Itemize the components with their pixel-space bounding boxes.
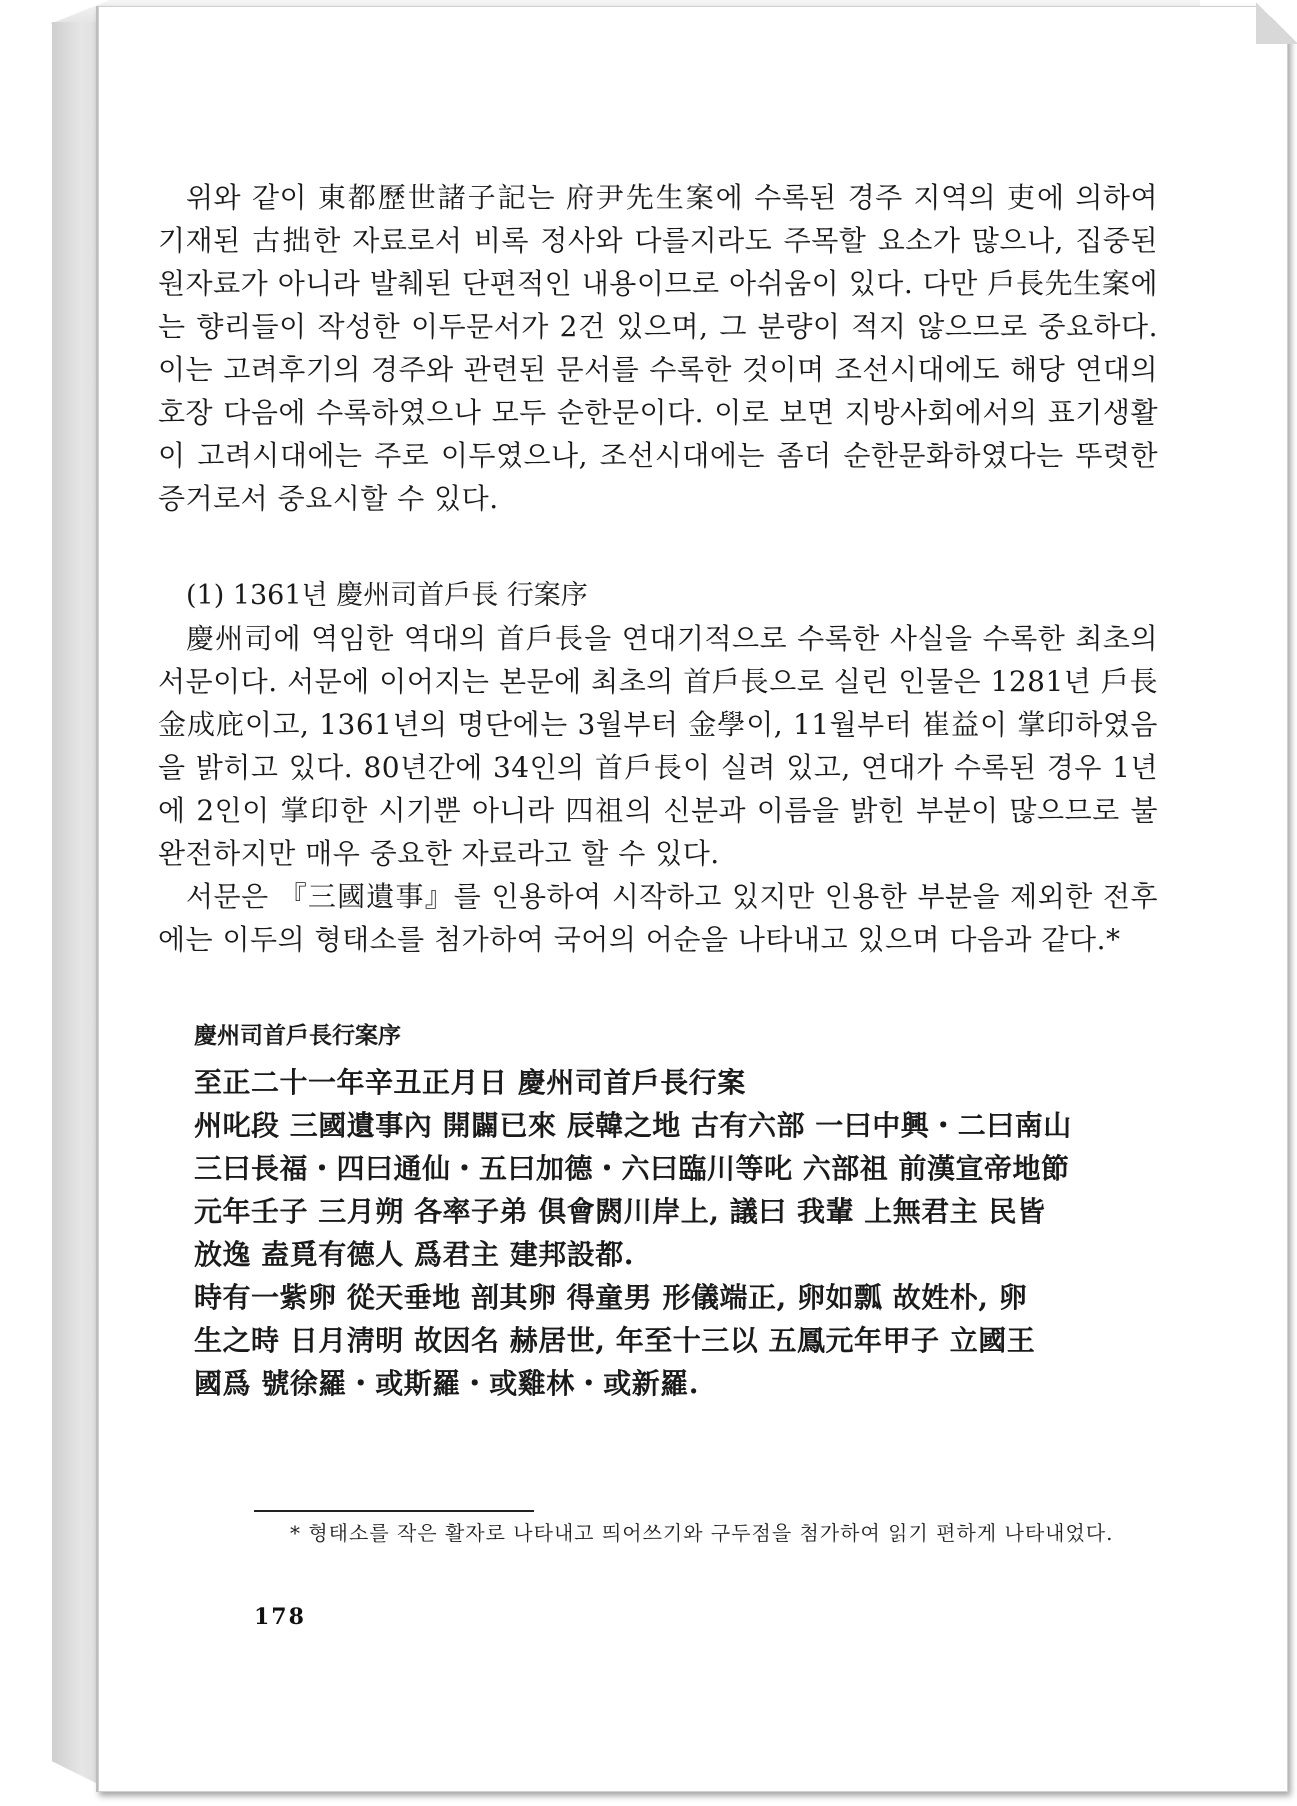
page-body [158, 176, 1158, 1405]
footnote: * 형태소를 작은 활자로 나타내고 띄어쓰기와 구두점을 첨가하여 읽기 편하게 나타내었다. [290, 1521, 1114, 1545]
quote-line: 三曰長福・四曰通仙・五曰加德・六曰臨川等叱 六部祖 前漢宣帝地節 [194, 1152, 1070, 1185]
quote-line: 元年壬子 三月朔 各率子弟 俱會閼川岸上, 議曰 我輩 上無君主 民皆 [194, 1195, 1046, 1228]
quote-line: 放逸 盍覓有德人 爲君主 建邦設都. [194, 1238, 634, 1271]
page-number: 178 [254, 1604, 306, 1630]
intro-paragraph: 위와 같이 東都歷世諸子記는 府尹先生案에 수록된 경주 지역의 吏에 의하여 기재된 古拙한 자료로서 비록 정사와 다를지라도 주목할 요소가 많으나, 집중된 원자료가 아니라 발췌된 단편적인 내용이므로 아쉬움이 있다. 다만 戶長先生案에는 향리들이 작성한 이두문서가 2건 있으며, 그 분량이 적지 않으므로 중요하다. 이는 고려후기의 경주와 관련된 문서를 수록한 것이며 조선시대에도 해당 연대의 호장 다음에 수록하였으나 모두 순한문이다. 이로 보면 지방사회에서의 표기생활이 고려시대에는 주로 이두였으나, 조선시대에는 좀더 순한문화하였다는 뚜렷한 증거로서 중요시할 수 있다. [158, 181, 1158, 515]
section-paragraph-1: 慶州司에 역임한 역대의 首戶長을 연대기적으로 수록한 사실을 수록한 최초의 서문이다. 서문에 이어지는 본문에 최초의 首戶長으로 실린 인물은 1281년 戶長 金成庇이고, 1361년의 명단에는 3월부터 金學이, 11월부터 崔益이 掌印하였음을 밝히고 있다. 80년간에 34인의 首戶長이 실려 있고, 연대가 수록된 경우 1년에 2인이 掌印한 시기뿐 아니라 四祖의 신분과 이름을 밝힌 부분이 많으므로 불완전하지만 매우 중요한 자료라고 할 수 있다. [158, 622, 1158, 870]
quoted-document [158, 1019, 1114, 1405]
footnote-divider [254, 1510, 534, 1512]
quote-line: 州叱段 三國遺事內 開闢已來 辰韓之地 古有六部 一曰中興・二曰南山 [194, 1109, 1072, 1142]
book-spine-edge [52, 22, 102, 1786]
quote-title: 慶州司首戶長行案序 [194, 1023, 401, 1049]
page-corner [1256, 2, 1297, 44]
quote-line: 時有一紫卵 從天垂地 剖其卵 得童男 形儀端正, 卵如瓢 故姓朴, 卵 [194, 1281, 1028, 1314]
quote-line: 國爲 號徐羅・或斯羅・或雞林・或新羅. [194, 1367, 699, 1400]
section-paragraph-2: 서문은 『三國遺事』를 인용하여 시작하고 있지만 인용한 부분을 제외한 전후에는 이두의 형태소를 첨가하여 국어의 어순을 나타내고 있으며 다음과 같다.* [158, 880, 1158, 956]
quote-line: 生之時 日月淸明 故因名 赫居世, 年至十三以 五鳳元年甲子 立國王 [194, 1324, 1036, 1357]
quote-line: 至正二十一年辛丑正月日 慶州司首戶長行案 [194, 1066, 746, 1099]
section-heading: (1) 1361년 慶州司首戶長 行案序 [186, 580, 588, 611]
